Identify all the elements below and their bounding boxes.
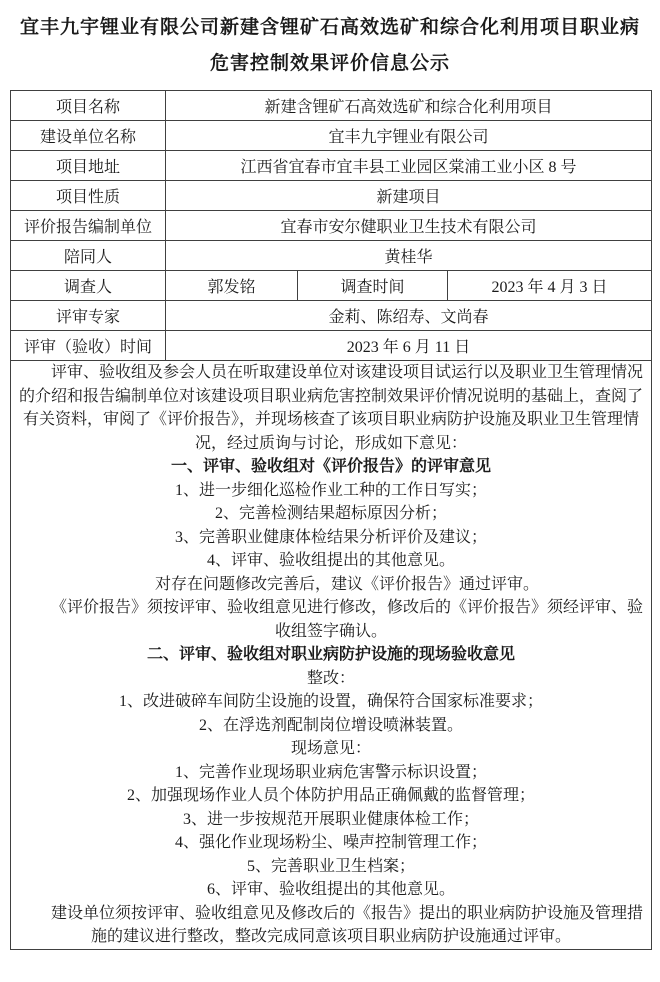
row-label: 调查人 [11, 271, 166, 301]
page-title [0, 0, 660, 82]
row-label: 项目性质 [11, 181, 166, 211]
table-row-builder-name [11, 121, 652, 151]
section-1-item-2: 2、完善检测结果超标原因分析； [214, 505, 447, 522]
section-1-heading: 一、评审、验收组对《评价报告》的评审意见 [170, 458, 491, 475]
section-1-item-1: 1、进一步细化巡检作业工种的工作日写实； [174, 481, 487, 499]
table-row-investigator [11, 271, 652, 301]
final-conclusion: 建设单位须按评审、验收组意见及修改后的《报告》提出的职业病防护设施及管理措施的建议进行整改，整改完成同意该项目职业病防护设施通过评审。 [50, 904, 643, 945]
table-row-review-time [11, 331, 652, 361]
site-opinion-item-1: 1、完善作业现场职业病危害警示标识设置； [174, 763, 487, 781]
section-2-heading: 二、评审、验收组对职业病防护设施的现场验收意见 [146, 646, 515, 663]
table-row-review-experts [11, 301, 652, 331]
row-label: 评审专家 [11, 301, 166, 331]
table-row-project-address [11, 151, 652, 181]
intro-paragraph: 评审、验收组及参会人员在听取建设单位对该建设项目试运行以及职业卫生管理情况的介绍和报告编制单位对该建设项目职业病危害控制效果评价情况说明的基础上，查阅了有关资料，审阅了《评价报告》，并现场核查了该项目职业病防护设施及职业卫生管理情况，经过质询与讨论，形成如下意见： [18, 364, 643, 452]
table-row-report-agency [11, 211, 652, 241]
rectification-label: 整改： [306, 669, 355, 687]
row-value: 黄桂华 [166, 241, 652, 271]
row-label2: 调查时间 [298, 271, 448, 301]
row-value: 郭发铭 [166, 271, 298, 301]
site-opinions-label: 现场意见： [290, 740, 371, 757]
site-opinion-item-2: 2、加强现场作业人员个体防护用品正确佩戴的监督管理； [126, 787, 535, 804]
row-value: 新建含锂矿石高效选矿和综合化利用项目 [166, 91, 652, 121]
row-value: 江西省宜春市宜丰县工业园区棠浦工业小区 8 号 [166, 151, 652, 181]
row-label: 陪同人 [11, 241, 166, 271]
rectification-item-1: 1、改进破碎车间防尘设施的设置，确保符合国家标准要求； [118, 693, 543, 710]
row-label: 项目地址 [11, 151, 166, 181]
table-row-opinions [11, 361, 652, 950]
row-label: 评审（验收）时间 [11, 331, 166, 361]
report-revision-note: 《评价报告》须按评审、验收组意见进行修改，修改后的《评价报告》须经评审、验收组签字确认。 [50, 599, 643, 640]
row-value: 新建项目 [166, 181, 652, 211]
info-table [10, 90, 652, 950]
section-1-item-4: 4、评审、验收组提出的其他意见。 [206, 552, 455, 569]
row-value: 2023 年 6 月 11 日 [166, 331, 652, 361]
site-opinion-item-3: 3、进一步按规范开展职业健康体检工作； [182, 810, 479, 828]
site-opinion-item-4: 4、强化作业现场粉尘、噪声控制管理工作； [174, 834, 487, 851]
page-title-line1: 宜丰九宇锂业有限公司新建含锂矿石高效选矿和综合化利用项目职业病 [19, 17, 640, 38]
row-value2: 2023 年 4 月 3 日 [448, 271, 652, 301]
row-label: 项目名称 [11, 91, 166, 121]
row-value: 金莉、陈绍寿、文尚春 [166, 301, 652, 331]
table-row-project-name [11, 91, 652, 121]
section-1-item-3: 3、完善职业健康体检结果分析评价及建议； [174, 528, 487, 546]
row-label: 建设单位名称 [11, 121, 166, 151]
opinions-body [11, 361, 652, 950]
row-value: 宜丰九宇锂业有限公司 [166, 121, 652, 151]
page-title-line2: 危害控制效果评价信息公示 [209, 53, 450, 74]
rectification-item-2: 2、在浮选剂配制岗位增设喷淋装置。 [198, 716, 463, 734]
site-opinion-item-6: 6、评审、验收组提出的其他意见。 [206, 881, 455, 898]
table-row-accompanying-person [11, 241, 652, 271]
row-value: 宜春市安尔健职业卫生技术有限公司 [166, 211, 652, 241]
site-opinion-item-5: 5、完善职业卫生档案； [246, 857, 415, 875]
section-1-conclusion: 对存在问题修改完善后，建议《评价报告》通过评审。 [154, 575, 539, 593]
table-row-project-nature [11, 181, 652, 211]
row-label: 评价报告编制单位 [11, 211, 166, 241]
